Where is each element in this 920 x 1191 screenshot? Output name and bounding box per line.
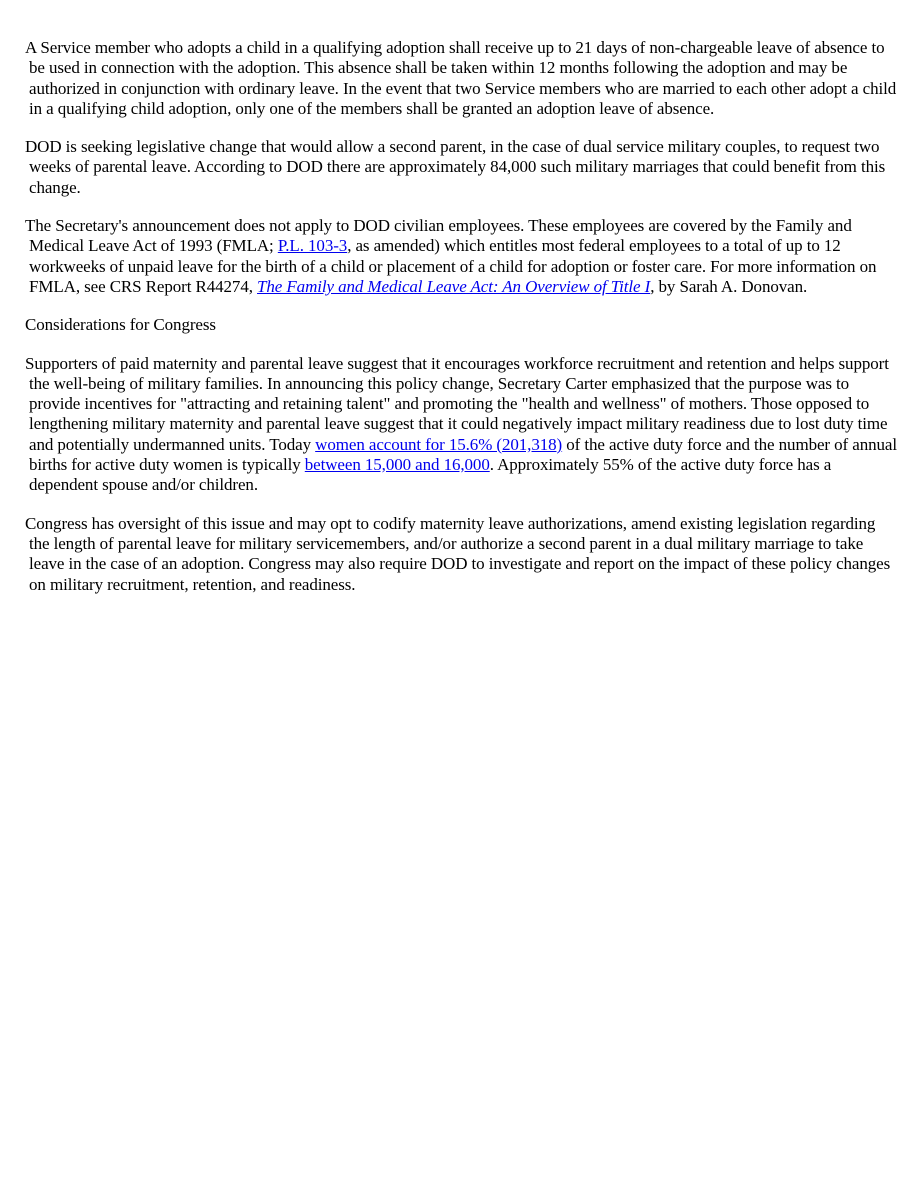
dod-legislative-paragraph: DOD is seeking legislative change that would allow a second parent, in the case of dual service military couples, to request two weeks of parental leave. According to DOD there are approximately 84,000 such military marriages that could benefit from this change.	[25, 137, 886, 197]
supporters-text-2: of the active duty force and the number of annual births for active duty women is typically	[29, 434, 897, 475]
fmla-report-link[interactable]: The Family and Medical Leave Act: An Overview of Title I	[257, 276, 651, 296]
supporters-paragraph	[25, 354, 898, 496]
civilian-employees-paragraph	[25, 216, 898, 297]
oversight-paragraph: Congress has oversight of this issue and may opt to codify maternity leave authorizations, amend existing legislation regarding the length of parental leave for military servicemembers, and/or authorize a second parent in a dual military marriage to take leave in the case of an adoption. Congress may also require DOD to investigate and report on the impact of these policy changes on military recruitment, retention, and readiness.	[25, 513, 891, 594]
document-page	[0, 0, 920, 595]
women-percentage-link[interactable]: women account for 15.6% (201,318)	[315, 434, 563, 454]
supporters-text-3: . Approximately 55% of the active duty force has a dependent spouse and/or children.	[29, 455, 832, 495]
adoption-paragraph: A Service member who adopts a child in a qualifying adoption shall receive up to 21 days of non-chargeable leave of absence to be used in connection with the adoption. This absence shall be taken within 12 months following the adoption and may be authorized in conjunction with ordinary leave. In the event that two Service members who are married to each other adopt a child in a qualifying child adoption, only one of the members shall be granted an adoption leave of absence.	[25, 38, 897, 118]
civilian-text-3: , by Sarah A. Donovan.	[650, 276, 808, 296]
pl-103-3-link[interactable]: P.L. 103-3	[277, 236, 348, 256]
civilian-text-1: The Secretary's announcement does not apply to DOD civilian employees. These employees are covered by the Family and Medical Leave Act of 1993 (FMLA;	[25, 216, 852, 256]
annual-births-link[interactable]: between 15,000 and 16,000	[304, 455, 490, 475]
section-heading: Considerations for Congress	[25, 315, 216, 335]
supporters-text-1: Supporters of paid maternity and parental leave suggest that it encourages workforce recruitment and retention and helps support the well-being of military families. In announcing this policy change, Secretary Carter emphasized that the purpose was to provide incentives for "attracting and retaining talent" and promoting the "health and wellness" of mothers. Those opposed to lengthening military maternity and parental leave suggest that it could negatively impact military readiness due to lost duty time and potentially undermanned units. Today	[25, 353, 889, 454]
civilian-text-2: , as amended) which entitles most federal employees to a total of up to 12 workweeks of unpaid leave for the birth of a child or placement of a child for adoption or foster care. For more information on FMLA, see CRS Report R44274,	[29, 236, 877, 296]
